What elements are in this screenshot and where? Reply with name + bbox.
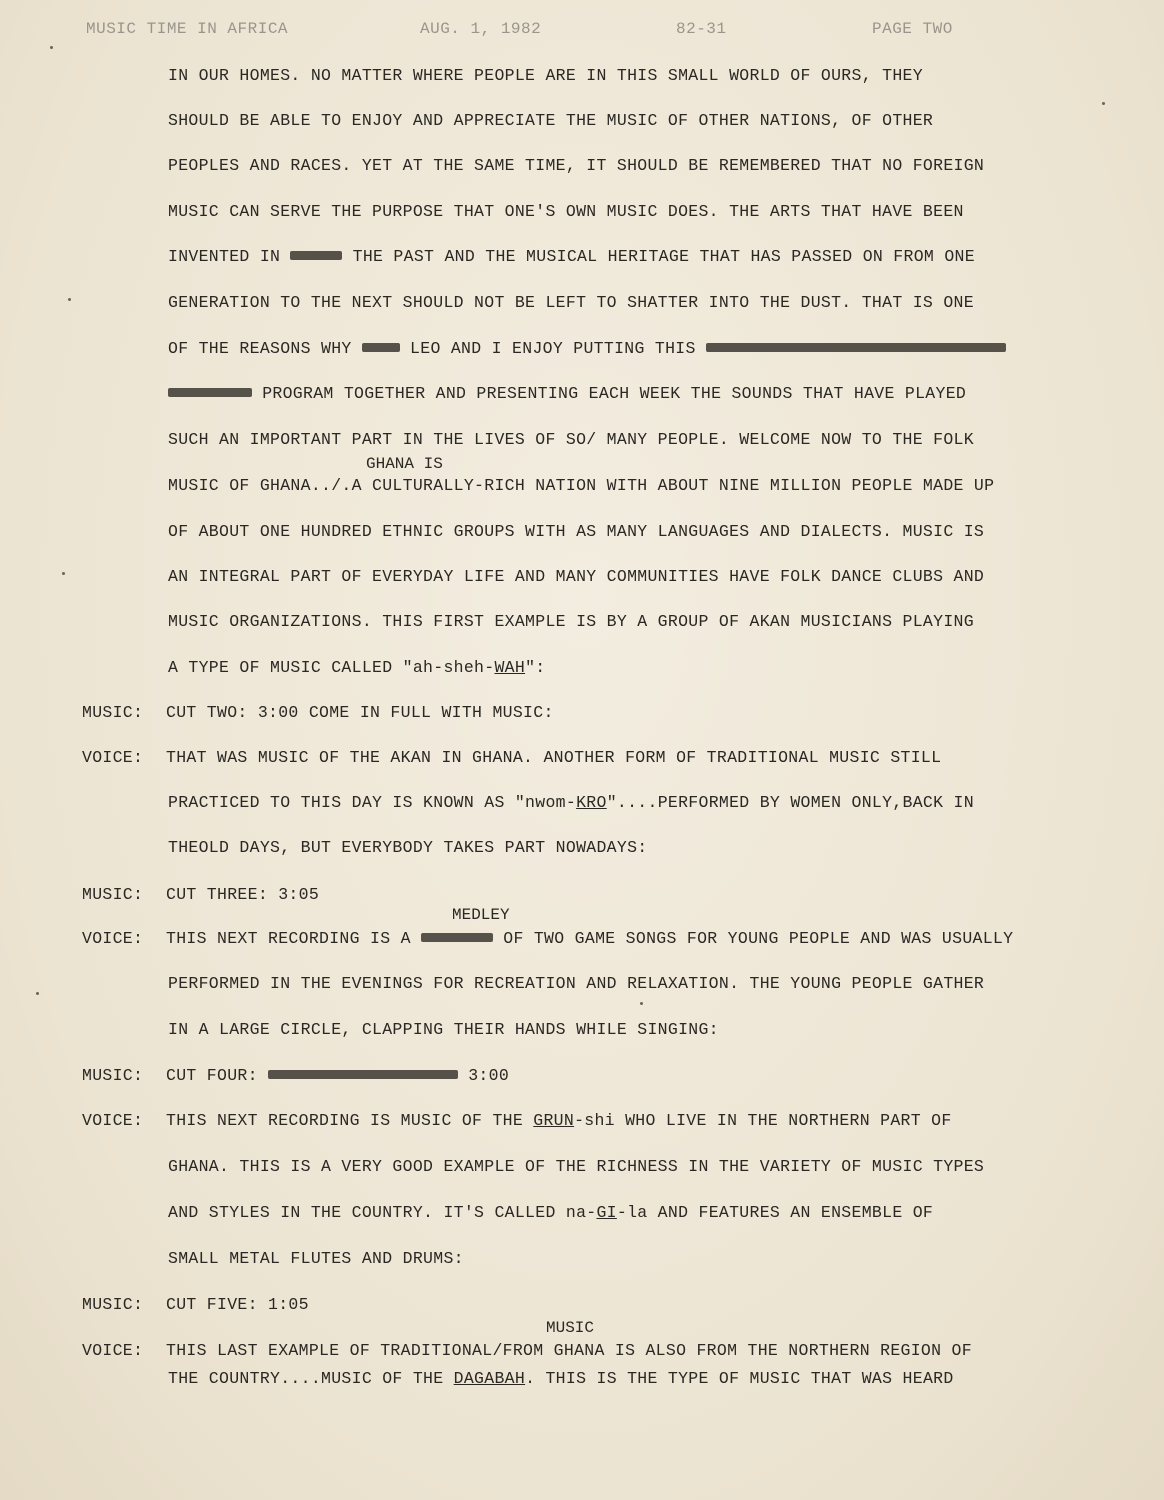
- text-fragment: INVENTED IN: [168, 247, 291, 266]
- music-cue: [82, 885, 319, 905]
- text-fragment: AND STYLES IN THE COUNTRY. IT'S CALLED na-: [168, 1203, 597, 1222]
- text-line: [168, 1369, 954, 1389]
- text-line: THEOLD DAYS, BUT EVERYBODY TAKES PART NOWADAYS:: [168, 838, 648, 857]
- paper-speck: [62, 572, 65, 575]
- text-fragment: "....PERFORMED BY WOMEN ONLY,BACK IN: [606, 793, 974, 812]
- text-fragment: CUT FOUR:: [166, 1066, 269, 1085]
- text-line: MUSIC ORGANIZATIONS. THIS FIRST EXAMPLE IS BY A GROUP OF AKAN MUSICIANS PLAYING: [168, 612, 974, 631]
- text-line: PERFORMED IN THE EVENINGS FOR RECREATION AND RELAXATION. THE YOUNG PEOPLE GATHER: [168, 974, 985, 993]
- text-line: [168, 793, 974, 813]
- text-line: IN OUR HOMES. NO MATTER WHERE PEOPLE ARE IN THIS SMALL WORLD OF OURS, THEY: [168, 66, 923, 85]
- paper-speck: [68, 298, 71, 301]
- text-fragment: THIS NEXT RECORDING IS A: [166, 929, 422, 948]
- cue-label: VOICE:: [82, 1111, 144, 1130]
- text-fragment: OF THE REASONS WHY: [168, 339, 362, 358]
- text-fragment: ":: [525, 658, 546, 677]
- text-line: [168, 247, 975, 267]
- handwritten-insertion: MEDLEY: [452, 906, 510, 924]
- cue-label: VOICE:: [82, 929, 144, 948]
- strikeout-mark: [706, 343, 1006, 352]
- text-line: IN A LARGE CIRCLE, CLAPPING THEIR HANDS WHILE SINGING:: [168, 1020, 719, 1039]
- cue-label: MUSIC:: [82, 1295, 144, 1314]
- music-cue: [82, 1295, 309, 1315]
- text-line: AN INTEGRAL PART OF EVERYDAY LIFE AND MANY COMMUNITIES HAVE FOLK DANCE CLUBS AND: [168, 567, 985, 586]
- text-line: [168, 658, 545, 678]
- page-header: [0, 20, 1164, 44]
- text-line: SMALL METAL FLUTES AND DRUMS:: [168, 1249, 464, 1268]
- strikeout-mark: [268, 1070, 458, 1079]
- text-line: OF ABOUT ONE HUNDRED ETHNIC GROUPS WITH AS MANY LANGUAGES AND DIALECTS. MUSIC IS: [168, 522, 985, 541]
- cue-label: MUSIC:: [82, 1066, 144, 1085]
- text-fragment: -la AND FEATURES AN ENSEMBLE OF: [616, 1203, 934, 1222]
- text-fragment: LEO AND I ENJOY PUTTING THIS: [399, 339, 706, 358]
- text-fragment: THE PAST AND THE MUSICAL HERITAGE THAT HAS PASSED ON FROM ONE: [342, 247, 975, 266]
- text-fragment: GI: [596, 1203, 617, 1222]
- text-fragment: THIS NEXT RECORDING IS MUSIC OF THE: [166, 1111, 534, 1130]
- header-date: AUG. 1, 1982: [420, 20, 542, 38]
- text-line: GENERATION TO THE NEXT SHOULD NOT BE LEFT TO SHATTER INTO THE DUST. THAT IS ONE: [168, 293, 974, 312]
- cue-text: THIS LAST EXAMPLE OF TRADITIONAL/FROM GHANA IS ALSO FROM THE NORTHERN REGION OF: [166, 1341, 972, 1360]
- header-page-number: PAGE TWO: [872, 20, 953, 38]
- text-line: PEOPLES AND RACES. YET AT THE SAME TIME, IT SHOULD BE REMEMBERED THAT NO FOREIGN: [168, 156, 985, 175]
- paper-speck: [640, 1002, 643, 1005]
- text-line: [168, 384, 966, 404]
- text-fragment: THE COUNTRY....MUSIC OF THE: [168, 1369, 454, 1388]
- cue-text: CUT THREE: 3:05: [166, 885, 320, 904]
- cue-text: CUT FIVE: 1:05: [166, 1295, 309, 1314]
- text-fragment: 3:00: [458, 1066, 510, 1085]
- text-fragment: DAGABAH: [453, 1369, 526, 1388]
- text-line: SUCH AN IMPORTANT PART IN THE LIVES OF SO/ MANY PEOPLE. WELCOME NOW TO THE FOLK: [168, 430, 974, 449]
- music-cue: [82, 703, 554, 723]
- text-fragment: GRUN: [533, 1111, 575, 1130]
- paper-speck: [50, 46, 53, 49]
- handwritten-insertion: MUSIC: [546, 1319, 595, 1337]
- strikeout-mark: [290, 251, 342, 260]
- text-line: SHOULD BE ABLE TO ENJOY AND APPRECIATE THE MUSIC OF OTHER NATIONS, OF OTHER: [168, 111, 934, 130]
- text-line: GHANA. THIS IS A VERY GOOD EXAMPLE OF THE RICHNESS IN THE VARIETY OF MUSIC TYPES: [168, 1157, 985, 1176]
- text-line: MUSIC CAN SERVE THE PURPOSE THAT ONE'S OWN MUSIC DOES. THE ARTS THAT HAVE BEEN: [168, 202, 964, 221]
- text-fragment: PRACTICED TO THIS DAY IS KNOWN AS "nwom-: [168, 793, 577, 812]
- text-fragment: -shi WHO LIVE IN THE NORTHERN PART OF: [574, 1111, 952, 1130]
- cue-label: MUSIC:: [82, 703, 144, 722]
- voice-cue: [82, 748, 941, 768]
- text-line: [168, 339, 1006, 359]
- text-line: MUSIC OF GHANA../.A CULTURALLY-RICH NATION WITH ABOUT NINE MILLION PEOPLE MADE UP: [168, 476, 995, 495]
- voice-cue: [82, 1111, 952, 1131]
- text-fragment: OF TWO GAME SONGS FOR YOUNG PEOPLE AND WAS USUALLY: [493, 929, 1014, 948]
- text-fragment: WAH: [494, 658, 526, 677]
- paper-speck: [36, 992, 39, 995]
- music-cue: [82, 1066, 509, 1086]
- header-program-number: 82-31: [676, 20, 727, 38]
- paper-speck: [1102, 102, 1105, 105]
- cue-label: VOICE:: [82, 748, 144, 767]
- text-fragment: KRO: [576, 793, 607, 812]
- voice-cue: [82, 1341, 972, 1361]
- text-fragment: PROGRAM TOGETHER AND PRESENTING EACH WEEK THE SOUNDS THAT HAVE PLAYED: [252, 384, 967, 403]
- text-line: [168, 1203, 933, 1223]
- text-fragment: A TYPE OF MUSIC CALLED "ah-sheh-: [168, 658, 495, 677]
- strikeout-mark: [362, 343, 400, 352]
- handwritten-insertion: GHANA IS: [366, 455, 443, 473]
- cue-label: MUSIC:: [82, 885, 144, 904]
- cue-label: VOICE:: [82, 1341, 144, 1360]
- strikeout-mark: [168, 388, 252, 397]
- cue-text: CUT TWO: 3:00 COME IN FULL WITH MUSIC:: [166, 703, 554, 722]
- voice-cue: [82, 929, 1013, 949]
- strikeout-mark: [421, 933, 493, 942]
- header-program-title: MUSIC TIME IN AFRICA: [86, 20, 289, 38]
- text-fragment: . THIS IS THE TYPE OF MUSIC THAT WAS HEARD: [525, 1369, 954, 1388]
- cue-text: THAT WAS MUSIC OF THE AKAN IN GHANA. ANOTHER FORM OF TRADITIONAL MUSIC STILL: [166, 748, 942, 767]
